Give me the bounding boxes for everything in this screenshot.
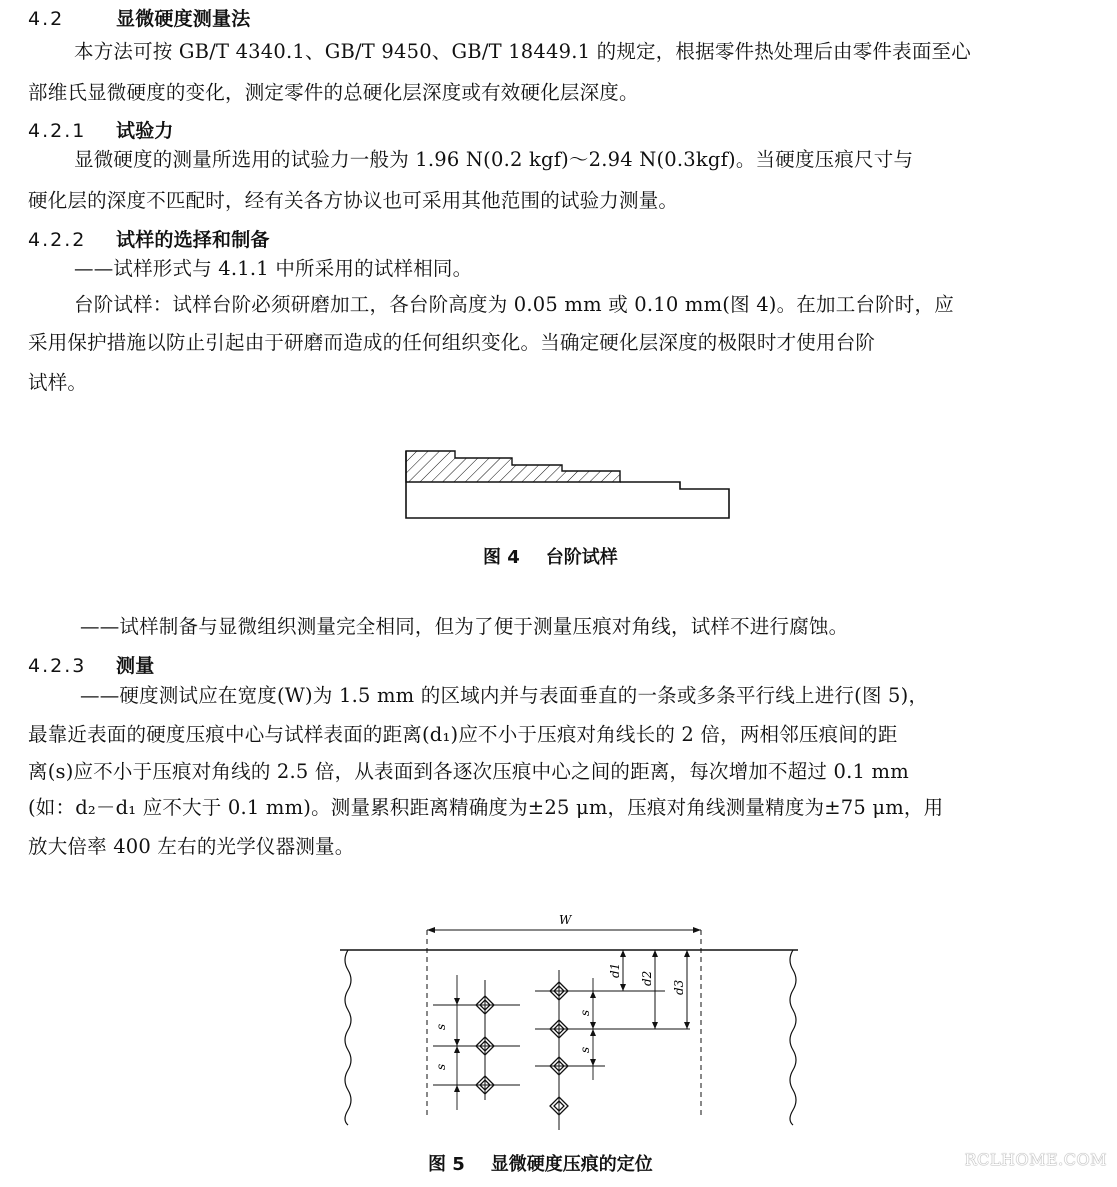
section-title: 测量 bbox=[116, 655, 155, 677]
section-title: 显微硬度测量法 bbox=[116, 8, 251, 30]
section-title: 试验力 bbox=[116, 120, 174, 142]
section-number: 4.2.2 bbox=[28, 229, 87, 251]
spacing-label: s bbox=[434, 1063, 448, 1070]
paragraph-line: 离(s)应不小于压痕对角线的 2.5 倍，从表面到各逐次压痕中心之间的距离，每次增加不超过 0.1 mm bbox=[28, 760, 909, 783]
width-label: W bbox=[559, 913, 572, 927]
paragraph-line: ——试样形式与 4.1.1 中所采用的试样相同。 bbox=[74, 257, 473, 280]
paragraph-line: 放大倍率 400 左右的光学仪器测量。 bbox=[28, 835, 355, 858]
paragraph-line: ——硬度测试应在宽度(W)为 1.5 mm 的区域内并与表面垂直的一条或多条平行线上进行(图 5)， bbox=[80, 684, 929, 707]
paragraph-line: 硬化层的深度不匹配时，经有关各方协议也可采用其他范围的试验力测量。 bbox=[28, 189, 679, 212]
section-number: 4.2 bbox=[28, 8, 65, 30]
hardened-layer bbox=[406, 451, 620, 482]
spacing-label: s bbox=[578, 1046, 592, 1053]
paragraph-line: 最靠近表面的硬度压痕中心与试样表面的距离(d₁)应不小于压痕对角线长的 2 倍，两相邻压痕间的距 bbox=[28, 723, 898, 746]
spacing-label: s bbox=[434, 1023, 448, 1030]
paragraph-line: 试样。 bbox=[28, 371, 88, 394]
figure-title: 台阶试样 bbox=[545, 547, 618, 568]
section-4-2-3-heading bbox=[28, 653, 154, 679]
section-4-2-1-heading bbox=[28, 118, 174, 144]
section-4-2-heading bbox=[28, 6, 250, 32]
break-line-left bbox=[345, 950, 351, 1125]
d3-label: d3 bbox=[672, 979, 686, 995]
paragraph-line: ——试样制备与显微组织测量完全相同，但为了便于测量压痕对角线，试样不进行腐蚀。 bbox=[80, 615, 849, 638]
d2-label: d2 bbox=[640, 970, 654, 986]
paragraph-line: (如：d₂－d₁ 应不大于 0.1 mm)。测量累积距离精确度为±25 μm，压痕对角线测量精度为±75 μm，用 bbox=[28, 796, 944, 819]
section-title: 试样的选择和制备 bbox=[116, 229, 270, 251]
d1-label: d1 bbox=[608, 962, 622, 978]
break-line-right bbox=[790, 950, 796, 1125]
watermark: RCLHOME.COM bbox=[964, 1150, 1107, 1169]
paragraph-line: 台阶试样：试样台阶必须研磨加工，各台阶高度为 0.05 mm 或 0.10 mm(图 4)。在加工台阶时，应 bbox=[74, 293, 954, 316]
figure-4-step-specimen bbox=[400, 445, 740, 525]
figure-title: 显微硬度压痕的定位 bbox=[490, 1154, 653, 1175]
figure-4-caption bbox=[483, 543, 618, 569]
figure-5-caption bbox=[428, 1150, 653, 1176]
figure-number: 图 4 bbox=[483, 547, 520, 568]
figure-number: 图 5 bbox=[428, 1154, 465, 1175]
section-number: 4.2.1 bbox=[28, 120, 87, 142]
section-4-2-2-heading bbox=[28, 227, 270, 253]
section-number: 4.2.3 bbox=[28, 655, 87, 677]
paragraph-line: 部维氏显微硬度的变化，测定零件的总硬化层深度或有效硬化层深度。 bbox=[28, 81, 639, 104]
figure-5-indentation-positioning bbox=[335, 900, 815, 1140]
paragraph-line: 采用保护措施以防止引起由于研磨而造成的任何组织变化。当确定硬化层深度的极限时才使用台阶 bbox=[28, 331, 876, 354]
paragraph-line: 本方法可按 GB/T 4340.1、GB/T 9450、GB/T 18449.1 的规定，根据零件热处理后由零件表面至心 bbox=[74, 40, 971, 63]
paragraph-line: 显微硬度的测量所选用的试验力一般为 1.96 N(0.2 kgf)～2.94 N(0.3kgf)。当硬度压痕尺寸与 bbox=[74, 148, 914, 171]
spacing-label: s bbox=[578, 1009, 592, 1016]
